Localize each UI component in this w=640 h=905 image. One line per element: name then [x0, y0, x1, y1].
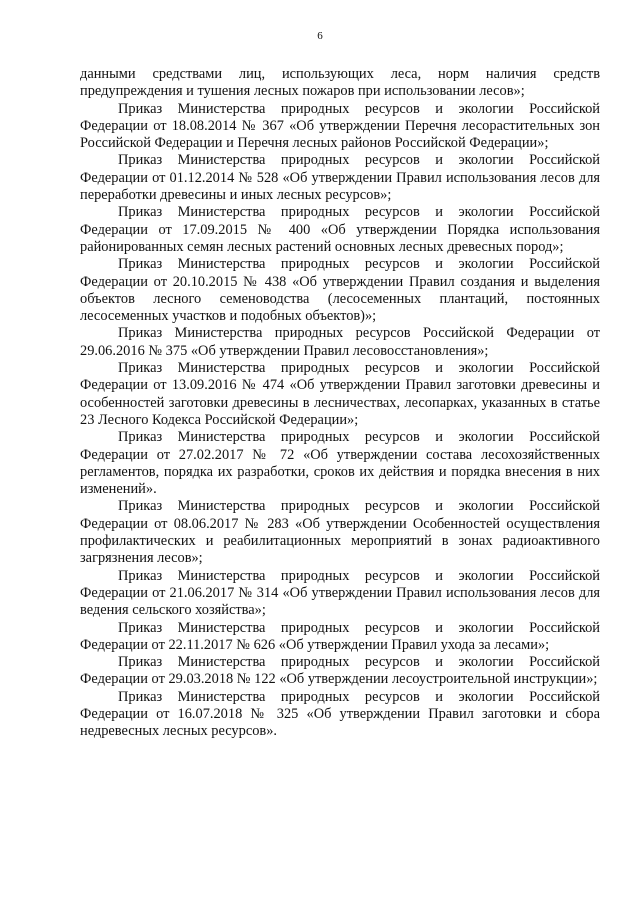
- order-paragraph: Приказ Министерства природных ресурсов и экологии Российской Федерации от 22.11.2017 № 626 «Об утверждении Правил ухода за лесами»;: [80, 619, 600, 653]
- order-paragraph: Приказ Министерства природных ресурсов и экологии Российской Федерации от 16.07.2018 № 325 «Об утверждении Правил заготовки и сбора недревесных лесных ресурсов».: [80, 688, 600, 740]
- order-paragraph: Приказ Министерства природных ресурсов и экологии Российской Федерации от 21.06.2017 № 314 «Об утверждении Правил использования лесов для ведения сельского хозяйства»;: [80, 567, 600, 619]
- document-body: [80, 66, 600, 741]
- order-paragraph: Приказ Министерства природных ресурсов и экологии Российской Федерации от 18.08.2014 № 367 «Об утверждении Перечня лесорастительных зон Российской Федерации и Перечня лесных районов Российской Федерации»;: [80, 100, 600, 152]
- page-number: 6: [317, 30, 323, 42]
- order-paragraph: Приказ Министерства природных ресурсов и экологии Российской Федерации от 20.10.2015 № 438 «Об утверждении Правил создания и выделения объектов лесного семеноводства (лесосеменных плантаций, постоянных лесосеменных участков и подобных объектов)»;: [80, 256, 600, 325]
- order-paragraph: Приказ Министерства природных ресурсов и экологии Российской Федерации от 01.12.2014 № 528 «Об утверждении Правил использования лесов для переработки древесины и иных лесных ресурсов»;: [80, 152, 600, 204]
- order-paragraph: Приказ Министерства природных ресурсов и экологии Российской Федерации от 13.09.2016 № 474 «Об утверждении Правил заготовки древесины и особенностей заготовки древесины в лесничествах, лесопарках, указанных в статье 23 Лесного Кодекса Российской Федерации»;: [80, 360, 600, 428]
- order-paragraph: Приказ Министерства природных ресурсов и экологии Российской Федерации от 27.02.2017 № 72 «Об утверждении состава лесохозяйственных регламентов, порядка их разработки, сроков их действия и порядка внесения в них изменений».: [80, 429, 600, 498]
- order-paragraph: Приказ Министерства природных ресурсов Российской Федерации от 29.06.2016 № 375 «Об утверждении Правил лесовосстановления»;: [80, 325, 600, 359]
- order-paragraph: Приказ Министерства природных ресурсов и экологии Российской Федерации от 08.06.2017 № 283 «Об утверждении Особенностей осуществления профилактических и реабилитационных мероприятий в зонах радиоактивного загрязнения лесов»;: [80, 498, 600, 567]
- order-paragraph: Приказ Министерства природных ресурсов и экологии Российской Федерации от 29.03.2018 № 122 «Об утверждении лесоустроительной инструкции»;: [80, 654, 600, 688]
- order-paragraph: Приказ Министерства природных ресурсов и экологии Российской Федерации от 17.09.2015 № 400 «Об утверждении Порядка использования районированных семян лесных растений основных лесных древесных пород»;: [80, 204, 600, 255]
- paragraph-continuation: данными средствами лиц, использующих леса, норм наличия средств предупреждения и тушения лесных пожаров при использовании лесов»;: [80, 66, 600, 100]
